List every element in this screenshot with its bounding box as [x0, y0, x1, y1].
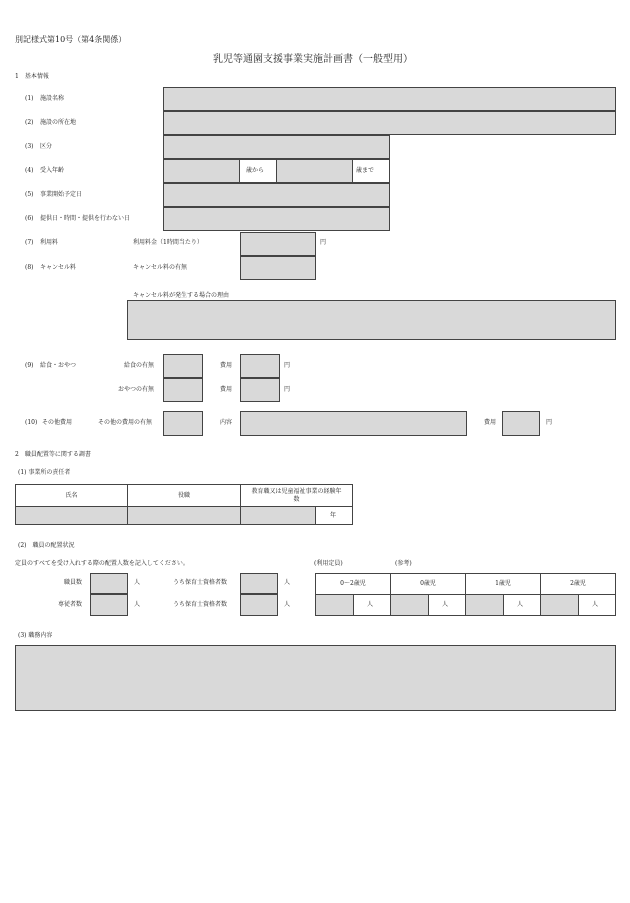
- worker-count-input[interactable]: [90, 594, 128, 616]
- table-header-name: 氏名: [15, 484, 128, 507]
- capacity-1-unit: 人: [517, 601, 524, 608]
- meal-input[interactable]: [163, 354, 203, 378]
- duties-input[interactable]: [15, 645, 616, 711]
- item1-num: (1): [25, 95, 34, 102]
- item4-num: (4): [25, 167, 34, 174]
- staff-count-input[interactable]: [90, 573, 128, 594]
- item4-label: 受入年齢: [40, 167, 65, 174]
- age-from-label: 歳から: [246, 167, 265, 174]
- age-header-2: 2歳児: [540, 573, 616, 595]
- section1-heading: 1 基本情報: [15, 73, 49, 80]
- item2-num: (2): [25, 119, 34, 126]
- manager-name-input[interactable]: [15, 506, 128, 525]
- staff-nursery-label: うち保育士資格者数: [173, 579, 228, 586]
- item6-num: (6): [25, 215, 34, 222]
- item7-num: (7): [25, 239, 34, 246]
- age-from-input[interactable]: [163, 159, 240, 183]
- capacity-2-unit: 人: [592, 601, 599, 608]
- form-number: 別記様式第10号（第4条関係）: [15, 35, 127, 44]
- other-cost-input[interactable]: [502, 411, 540, 436]
- staff-label: 職員数: [64, 579, 83, 586]
- meal-cost-unit: 円: [284, 362, 291, 369]
- other-cost-unit: 円: [546, 419, 553, 426]
- worker-nursery-label: うち保育士資格者数: [173, 601, 228, 608]
- cancel-input[interactable]: [240, 256, 316, 280]
- other-label: その他の費用の有無: [98, 419, 153, 426]
- sub2-heading: (2) 職員の配置状況: [18, 542, 75, 549]
- item5-num: (5): [25, 191, 34, 198]
- age-header-0: 0歳児: [390, 573, 466, 595]
- cancel-label: キャンセル料の有無: [133, 264, 188, 271]
- age-to-input[interactable]: [276, 159, 353, 183]
- snack-cost-label: 費用: [220, 386, 233, 393]
- capacity-0-input[interactable]: [390, 594, 429, 616]
- item8-label: キャンセル料: [40, 264, 77, 271]
- meal-cost-label: 費用: [220, 362, 233, 369]
- service-days-input[interactable]: [163, 207, 390, 231]
- item7-label: 利用料: [40, 239, 59, 246]
- item9-num: (9): [25, 362, 34, 369]
- table-header-position: 役職: [127, 484, 241, 507]
- item5-label: 事業開始予定日: [40, 191, 83, 198]
- capacity-label: (利用定員): [314, 560, 343, 567]
- cancel-reason-input[interactable]: [127, 300, 616, 340]
- snack-label: おやつの有無: [118, 386, 155, 393]
- snack-input[interactable]: [163, 378, 203, 402]
- start-date-input[interactable]: [163, 183, 390, 207]
- item3-label: 区分: [40, 143, 53, 150]
- snack-cost-unit: 円: [284, 386, 291, 393]
- item10-num: (10): [25, 419, 38, 426]
- item2-label: 施設の所在地: [40, 119, 77, 126]
- item10-label: その他費用: [42, 419, 73, 426]
- meal-label: 給食の有無: [124, 362, 155, 369]
- worker-nursery-unit: 人: [284, 601, 291, 608]
- table-header-experience: 教育職又は児童福祉事業の経験年数: [240, 484, 353, 507]
- category-input[interactable]: [163, 135, 390, 159]
- worker-nursery-input[interactable]: [240, 594, 278, 616]
- meal-cost-input[interactable]: [240, 354, 280, 378]
- sub3-heading: (3) 職務内容: [18, 632, 53, 639]
- reference-label: (参考): [395, 560, 412, 567]
- staff-unit: 人: [134, 579, 141, 586]
- worker-label: 専従者数: [58, 601, 83, 608]
- snack-cost-input[interactable]: [240, 378, 280, 402]
- age-header-1: 1歳児: [465, 573, 541, 595]
- content-label: 内容: [220, 419, 233, 426]
- fee-label: 利用料金（1時間当たり）: [133, 239, 203, 246]
- page-title: 乳児等通園支援事業実施計画書（一般型用）: [213, 54, 413, 65]
- other-input[interactable]: [163, 411, 203, 436]
- years-unit: 年: [330, 512, 337, 519]
- fee-input[interactable]: [240, 232, 316, 256]
- other-cost-label: 費用: [484, 419, 497, 426]
- item6-label: 提供日・時間・提供を行わない日: [40, 215, 131, 222]
- worker-unit: 人: [134, 601, 141, 608]
- instruction-text: 定員のすべてを受け入れする際の配置人数を記入してください。: [15, 560, 189, 567]
- capacity-2-input[interactable]: [540, 594, 579, 616]
- facility-name-input[interactable]: [163, 87, 616, 111]
- capacity-0-2-unit: 人: [367, 601, 374, 608]
- capacity-0-2-input[interactable]: [315, 594, 354, 616]
- item8-num: (8): [25, 264, 34, 271]
- manager-years-input[interactable]: [240, 506, 316, 525]
- fee-unit: 円: [320, 239, 327, 246]
- other-content-input[interactable]: [240, 411, 467, 436]
- age-header-0-2: 0〜2歳児: [315, 573, 391, 595]
- item3-num: (3): [25, 143, 34, 150]
- facility-address-input[interactable]: [163, 111, 616, 135]
- cancel-reason-label: キャンセル料が発生する場合の理由: [133, 292, 230, 299]
- age-to-label: 歳まで: [356, 167, 375, 174]
- manager-position-input[interactable]: [127, 506, 241, 525]
- staff-nursery-unit: 人: [284, 579, 291, 586]
- section2-heading: 2 職員配置等に関する調書: [15, 451, 91, 458]
- capacity-0-unit: 人: [442, 601, 449, 608]
- item9-label: 給食・おやつ: [40, 362, 77, 369]
- sub1-heading: (1) 事業所の責任者: [18, 469, 71, 476]
- staff-nursery-input[interactable]: [240, 573, 278, 594]
- item1-label: 施設名称: [40, 95, 65, 102]
- capacity-1-input[interactable]: [465, 594, 504, 616]
